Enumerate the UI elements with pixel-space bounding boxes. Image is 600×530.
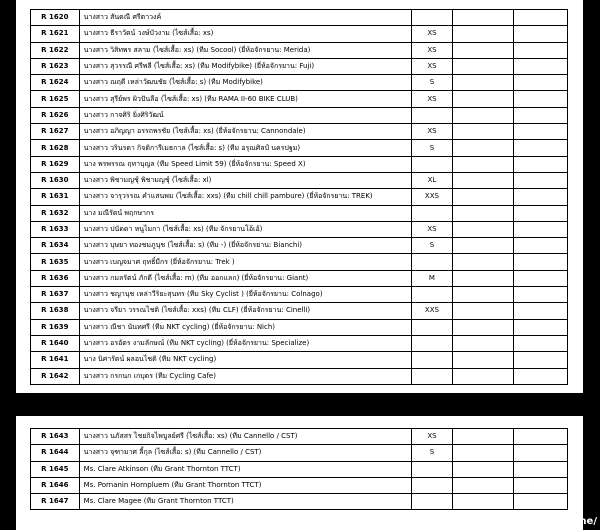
- table-row: [31, 156, 568, 172]
- blank-cell: [453, 477, 514, 493]
- shirt-size: [411, 319, 452, 335]
- shirt-size: XXS: [411, 189, 452, 205]
- blank-cell: [514, 303, 568, 319]
- blank-cell: [453, 221, 514, 237]
- registration-id: R 1639: [31, 319, 80, 335]
- registration-id: R 1647: [31, 494, 80, 510]
- participant-name: Ms. Clare Atkinson (ทีม Grant Thornton TTCT): [79, 461, 411, 477]
- blank-cell: [453, 429, 514, 445]
- registration-id: R 1624: [31, 75, 80, 91]
- participant-name: นางสาว กรกนก เกบุตร (ทีม Cycling Cafe): [79, 368, 411, 384]
- blank-cell: [453, 156, 514, 172]
- registration-id: R 1622: [31, 42, 80, 58]
- blank-cell: [453, 26, 514, 42]
- table-row: [31, 352, 568, 368]
- participant-name: นางสาว ชญานุช เหล่าวีริยะสุนทร (ทีม Sky Cyclist ) (ยี่ห้อจักรยาน: Colnago): [79, 287, 411, 303]
- blank-cell: [453, 238, 514, 254]
- blank-cell: [453, 58, 514, 74]
- shirt-size: [411, 461, 452, 477]
- blank-cell: [453, 287, 514, 303]
- registration-table-1: [30, 9, 568, 385]
- blank-cell: [453, 140, 514, 156]
- blank-cell: [453, 445, 514, 461]
- participant-name: นางสาว บุษยา ทองชมภูนุช (ไซส์เสื้อ: s) (ทีม -) (ยี่ห้อจักรยาน: Bianchi): [79, 238, 411, 254]
- registration-id: R 1638: [31, 303, 80, 319]
- registration-id: R 1625: [31, 91, 80, 107]
- shirt-size: XXS: [411, 303, 452, 319]
- blank-cell: [514, 107, 568, 123]
- blank-cell: [514, 58, 568, 74]
- registration-id: R 1637: [31, 287, 80, 303]
- blank-cell: [514, 445, 568, 461]
- registration-id: R 1631: [31, 189, 80, 205]
- shirt-size: XL: [411, 172, 452, 188]
- participant-name: นางสาว จุฑามาศ ลี้กุล (ไซส์เสื้อ: s) (ทีม Cannello / CST): [79, 445, 411, 461]
- blank-cell: [514, 429, 568, 445]
- shirt-size: S: [411, 445, 452, 461]
- blank-cell: [514, 270, 568, 286]
- table-row: [31, 42, 568, 58]
- document-page-1: [16, 0, 583, 393]
- shirt-size: [411, 156, 452, 172]
- registration-id: R 1620: [31, 10, 80, 26]
- table-row: [31, 58, 568, 74]
- blank-cell: [514, 254, 568, 270]
- blank-cell: [453, 494, 514, 510]
- table-row: [31, 75, 568, 91]
- registration-id: R 1640: [31, 335, 80, 351]
- shirt-size: [411, 107, 452, 123]
- participant-name: นางสาว ธีราวัตน์ วงษ์บัวงาม (ไซส์เสื้อ: xs): [79, 26, 411, 42]
- table-row: [31, 205, 568, 221]
- blank-cell: [453, 335, 514, 351]
- registration-id: R 1627: [31, 124, 80, 140]
- registration-id: R 1629: [31, 156, 80, 172]
- shirt-size: XS: [411, 58, 452, 74]
- shirt-size: XS: [411, 124, 452, 140]
- shirt-size: XS: [411, 42, 452, 58]
- blank-cell: [514, 335, 568, 351]
- blank-cell: [514, 494, 568, 510]
- table-row: [31, 140, 568, 156]
- blank-cell: [514, 26, 568, 42]
- shirt-size: XS: [411, 91, 452, 107]
- blank-cell: [453, 205, 514, 221]
- participant-name: นางสาว ปนัดดา หนูไมกา (ไซส์เสื้อ: xs) (ทีม จักรยานโอ้เอ้): [79, 221, 411, 237]
- blank-cell: [453, 75, 514, 91]
- participant-name: นางสาว จารุวรรณ คำแสนพม (ไซส์เสื้อ: xxs) (ทีม chill chill pambure) (ยี่ห้อจักรยาน: TREK): [79, 189, 411, 205]
- blank-cell: [453, 319, 514, 335]
- blank-cell: [453, 461, 514, 477]
- shirt-size: [411, 205, 452, 221]
- shirt-size: [411, 287, 452, 303]
- participant-name: นางสาว สุรีย์พร ผิวปันลือ (ไซส์เสื้อ: xs) (ทีม RAMA II-60 BIKE CLUB): [79, 91, 411, 107]
- blank-cell: [514, 319, 568, 335]
- registration-id: R 1632: [31, 205, 80, 221]
- blank-cell: [514, 10, 568, 26]
- participant-name: นาง มณีรัตน์ พฤกษากร: [79, 205, 411, 221]
- registration-id: R 1621: [31, 26, 80, 42]
- shirt-size: S: [411, 238, 452, 254]
- blank-cell: [453, 303, 514, 319]
- table-row: [31, 368, 568, 384]
- document-page-2: [16, 416, 583, 530]
- registration-id: R 1643: [31, 429, 80, 445]
- participant-name: นางสาว สุวรรณี ศรีพลี (ไซส์เสื้อ: xs) (ทีม Modifybike) (ยี่ห้อจักรยาน: Fuji): [79, 58, 411, 74]
- blank-cell: [453, 124, 514, 140]
- participant-name: นางสาว ณฤดี เหล่าวัฒนชัย (ไซส์เสื้อ: s) (ทีม Modifybike): [79, 75, 411, 91]
- blank-cell: [514, 140, 568, 156]
- blank-cell: [453, 107, 514, 123]
- blank-cell: [514, 352, 568, 368]
- table-row: [31, 287, 568, 303]
- table-row: [31, 26, 568, 42]
- blank-cell: [514, 461, 568, 477]
- participant-name: นาง พรพรรณ ฤทาบุญล (ทีม Speed Limit 59) (ยี่ห้อจักรยาน: Speed X): [79, 156, 411, 172]
- registration-id: R 1630: [31, 172, 80, 188]
- shirt-size: S: [411, 75, 452, 91]
- participant-name: นาง นิศารัตน์ ผลอนไชติ (ทีม NKT cycling): [79, 352, 411, 368]
- participant-name: Ms. Clare Magee (ทีม Grant Thornton TTCT): [79, 494, 411, 510]
- blank-cell: [514, 477, 568, 493]
- shirt-size: [411, 494, 452, 510]
- participant-name: นางสาว กมลรัตน์ ภักดี (ไซส์เสื้อ: m) (ทีม ออกแลก) (ยี่ห้อจักรยาน: Giant): [79, 270, 411, 286]
- blank-cell: [514, 75, 568, 91]
- registration-id: R 1633: [31, 221, 80, 237]
- blank-cell: [453, 42, 514, 58]
- registration-table-2: [30, 428, 568, 510]
- blank-cell: [514, 189, 568, 205]
- blank-cell: [514, 287, 568, 303]
- shirt-size: [411, 10, 452, 26]
- table-row: [31, 461, 568, 477]
- blank-cell: [514, 238, 568, 254]
- registration-id: R 1642: [31, 368, 80, 384]
- shirt-size: [411, 477, 452, 493]
- registration-id: R 1646: [31, 477, 80, 493]
- blank-cell: [453, 254, 514, 270]
- table-row: [31, 429, 568, 445]
- participant-name: นางสาว อรอัตร งามลักษณ์ (ทีม NKT cycling) (ยี่ห้อจักรยาน: Specialize): [79, 335, 411, 351]
- table-row: [31, 238, 568, 254]
- table-row: [31, 270, 568, 286]
- table-row: [31, 124, 568, 140]
- registration-id: R 1634: [31, 238, 80, 254]
- participant-name: นางสาว อภิญญา อรรถพรชัย (ไซส์เสื้อ: xs) (ยี่ห้อจักรยาน: Cannondale): [79, 124, 411, 140]
- registration-id: R 1645: [31, 461, 80, 477]
- registration-id: R 1626: [31, 107, 80, 123]
- blank-cell: [453, 352, 514, 368]
- blank-cell: [514, 156, 568, 172]
- blank-cell: [453, 189, 514, 205]
- participant-name: นางสาว นภัสสร ไชยกิจไพบูลย์ศรี (ไซส์เสื้อ: xs) (ทีม Cannello / CST): [79, 429, 411, 445]
- registration-id: R 1628: [31, 140, 80, 156]
- participant-name: นางสาว ณีชา นันทศรี (ทีม NKT cycling) (ยี่ห้อจักรยาน: Nich): [79, 319, 411, 335]
- shirt-size: [411, 335, 452, 351]
- table-row: [31, 477, 568, 493]
- participant-name: นางสาว พิชามญชุ์ พิชามญชุ์ (ไซส์เสื้อ: xl): [79, 172, 411, 188]
- table-row: [31, 254, 568, 270]
- blank-cell: [514, 221, 568, 237]
- shirt-size: [411, 352, 452, 368]
- blank-cell: [453, 368, 514, 384]
- participant-name: นางสาว วิสิทพร สลาม (ไซส์เสื้อ: xs) (ทีม Socool) (ยี่ห้อจักรยาน: Merida): [79, 42, 411, 58]
- shirt-size: XS: [411, 26, 452, 42]
- blank-cell: [514, 91, 568, 107]
- registration-id: R 1644: [31, 445, 80, 461]
- table-row: [31, 335, 568, 351]
- shirt-size: M: [411, 270, 452, 286]
- blank-cell: [514, 172, 568, 188]
- blank-cell: [514, 42, 568, 58]
- table-row: [31, 107, 568, 123]
- registration-id: R 1641: [31, 352, 80, 368]
- shirt-size: XS: [411, 429, 452, 445]
- shirt-size: S: [411, 140, 452, 156]
- participant-name: Ms. Pornanin Hornpluem (ทีม Grant Thornton TTCT): [79, 477, 411, 493]
- shirt-size: [411, 254, 452, 270]
- table-row: [31, 445, 568, 461]
- blank-cell: [514, 205, 568, 221]
- blank-cell: [453, 270, 514, 286]
- watermark-text: [1080x921] http://upic.me/: [445, 516, 597, 527]
- table-row: [31, 221, 568, 237]
- blank-cell: [453, 172, 514, 188]
- blank-cell: [514, 368, 568, 384]
- participant-name: นางสาว วรินรดา กิจติการีเมธกาล (ไซส์เสื้อ: s) (ทีม อรุณศิลป์ นครปฐม): [79, 140, 411, 156]
- shirt-size: XS: [411, 221, 452, 237]
- registration-id: R 1635: [31, 254, 80, 270]
- blank-cell: [514, 124, 568, 140]
- table-row: [31, 91, 568, 107]
- table-row: [31, 172, 568, 188]
- participant-name: นางสาว สันดณี ศรีตาวงค์: [79, 10, 411, 26]
- table-row: [31, 319, 568, 335]
- table-row: [31, 189, 568, 205]
- table-row: [31, 494, 568, 510]
- blank-cell: [453, 10, 514, 26]
- participant-name: นางสาว จรียา วรรณไชติ (ไซส์เสื้อ: xxs) (ทีม CLF) (ยี่ห้อจักรยาน: Cinelli): [79, 303, 411, 319]
- participant-name: นางสาว เบญจมาศ ฤทธิ์มีกร (ยี่ห้อจักรยาน: Trek ): [79, 254, 411, 270]
- registration-id: R 1623: [31, 58, 80, 74]
- table-row: [31, 303, 568, 319]
- participant-name: นางสาว กาจศิริ ยิ่งศิริวัฒน์: [79, 107, 411, 123]
- blank-cell: [453, 91, 514, 107]
- table-row: [31, 10, 568, 26]
- shirt-size: [411, 368, 452, 384]
- registration-id: R 1636: [31, 270, 80, 286]
